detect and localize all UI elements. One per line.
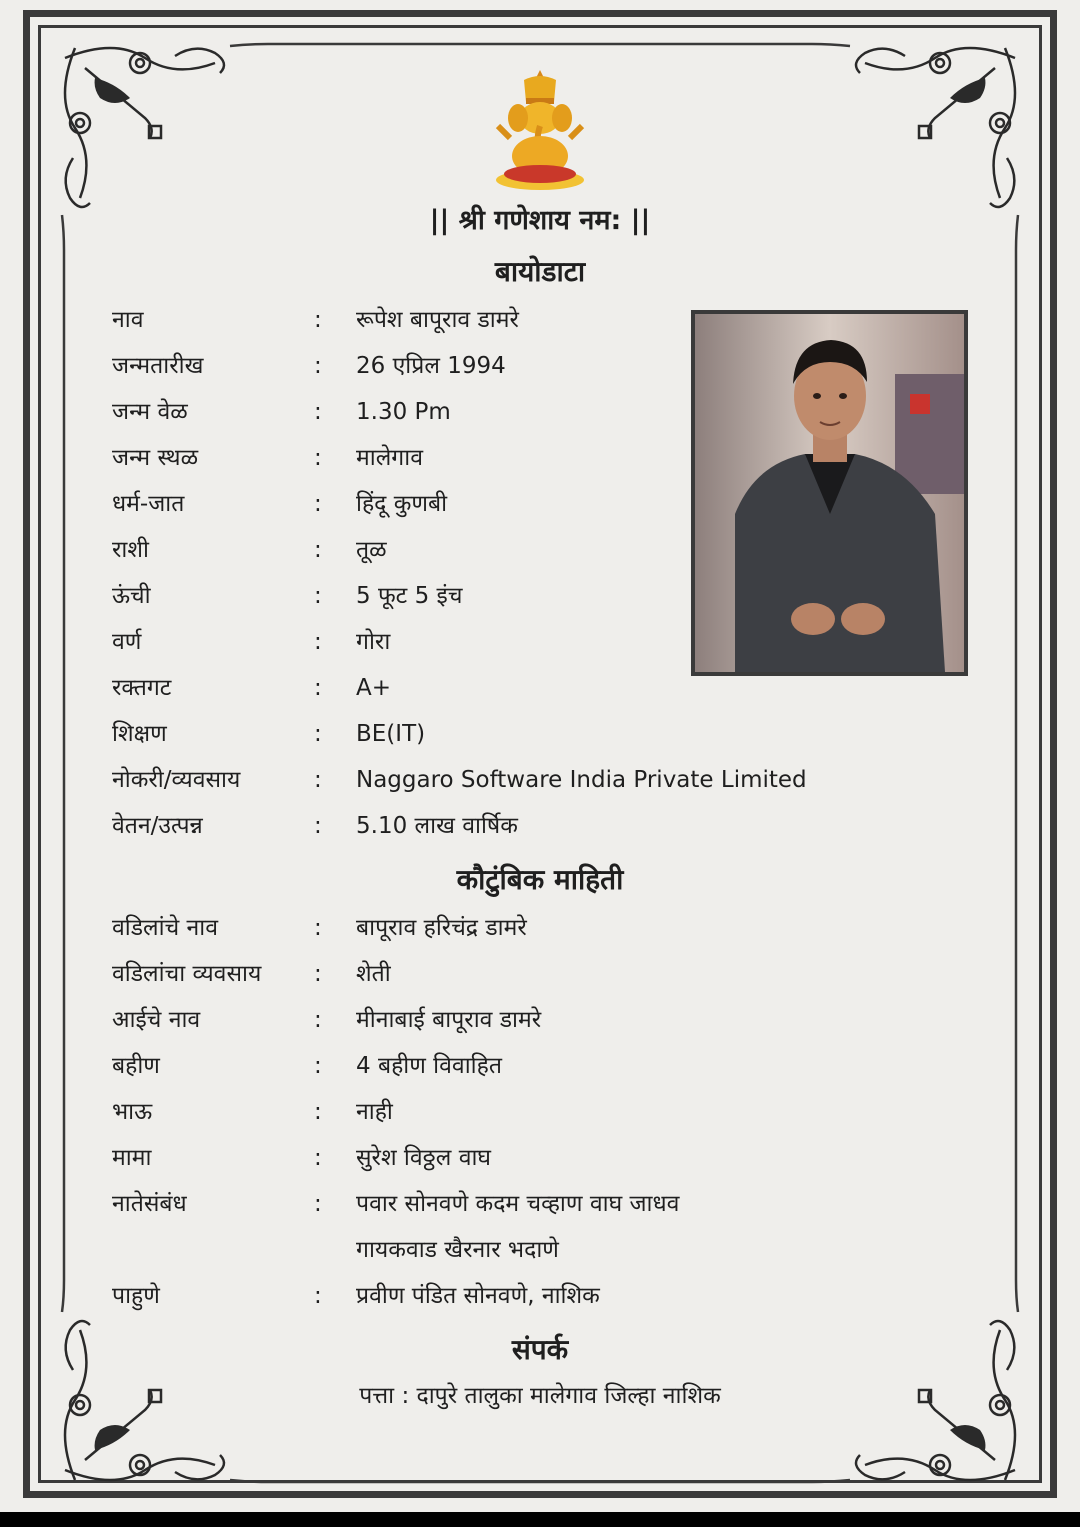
- detail-label: वडिलांचे नाव: [112, 915, 219, 941]
- detail-label: वेतन/उत्पन्न: [112, 813, 203, 839]
- separator-colon: :: [314, 1053, 322, 1079]
- detail-value: तूळ: [356, 537, 387, 563]
- separator-colon: :: [314, 491, 322, 517]
- detail-value: मालेगाव: [356, 445, 423, 471]
- separator-colon: :: [314, 1007, 322, 1033]
- profile-photo: [691, 310, 968, 676]
- separator-colon: :: [314, 1099, 322, 1125]
- detail-value: रूपेश बापूराव डामरे: [356, 307, 519, 333]
- detail-label: रक्तगट: [112, 675, 172, 701]
- detail-value: शेती: [356, 961, 391, 987]
- detail-label: ऊंची: [112, 583, 151, 609]
- detail-value: हिंदू कुणबी: [356, 491, 448, 517]
- detail-label: भाऊ: [112, 1099, 153, 1125]
- separator-colon: :: [314, 583, 322, 609]
- detail-label: वर्ण: [112, 629, 142, 655]
- detail-value: पवार सोनवणे कदम चव्हाण वाघ जाधव: [356, 1191, 680, 1217]
- separator-colon: :: [314, 961, 322, 987]
- separator-colon: :: [314, 445, 322, 471]
- separator-colon: :: [314, 629, 322, 655]
- separator-colon: :: [314, 675, 322, 701]
- contact-address: पत्ता : दापुरे तालुका मालेगाव जिल्हा नाशिक: [359, 1383, 721, 1409]
- separator-colon: :: [314, 1191, 322, 1217]
- detail-value: Naggaro Software India Private Limited: [356, 767, 807, 793]
- separator-colon: :: [314, 537, 322, 563]
- detail-label: वडिलांचा व्यवसाय: [112, 961, 262, 987]
- ganesha-icon: [488, 68, 592, 192]
- detail-label: राशी: [112, 537, 149, 563]
- detail-value: सुरेश विठ्ठल वाघ: [356, 1145, 492, 1171]
- detail-value: 1.30 Pm: [356, 399, 451, 425]
- detail-label: आईचे नाव: [112, 1007, 201, 1033]
- detail-value: A+: [356, 675, 392, 701]
- detail-label: नोकरी/व्यवसाय: [112, 767, 241, 793]
- detail-label: जन्मतारीख: [112, 353, 204, 379]
- detail-value: बापूराव हरिचंद्र डामरे: [356, 915, 527, 941]
- separator-colon: :: [314, 399, 322, 425]
- separator-colon: :: [314, 353, 322, 379]
- detail-value: 5 फूट 5 इंच: [356, 583, 463, 609]
- biodata-heading: बायोडाटा: [494, 255, 586, 288]
- detail-value: BE(IT): [356, 721, 426, 747]
- detail-value: 26 एप्रिल 1994: [356, 353, 506, 379]
- separator-colon: :: [314, 1283, 322, 1309]
- separator-colon: :: [314, 307, 322, 333]
- detail-label: जन्म स्थळ: [112, 445, 199, 471]
- detail-value: गायकवाड खैरनार भदाणे: [356, 1237, 559, 1263]
- separator-colon: :: [314, 767, 322, 793]
- detail-label: धर्म-जात: [112, 491, 185, 517]
- detail-value: प्रवीण पंडित सोनवणे, नाशिक: [356, 1283, 600, 1309]
- detail-label: नाव: [112, 307, 144, 333]
- detail-label: जन्म वेळ: [112, 399, 188, 425]
- detail-label: शिक्षण: [112, 721, 167, 747]
- separator-colon: :: [314, 721, 322, 747]
- separator-colon: :: [314, 813, 322, 839]
- detail-label: मामा: [112, 1145, 152, 1171]
- shloka-title: || श्री गणेशाय नम: ||: [429, 205, 651, 236]
- separator-colon: :: [314, 1145, 322, 1171]
- detail-value: 5.10 लाख वार्षिक: [356, 813, 518, 839]
- detail-value: गोरा: [356, 629, 391, 655]
- detail-value: 4 बहीण विवाहित: [356, 1053, 502, 1079]
- separator-colon: :: [314, 915, 322, 941]
- detail-label: पाहुणे: [112, 1283, 160, 1309]
- detail-value: नाही: [356, 1099, 393, 1125]
- detail-label: नातेसंबंध: [112, 1191, 187, 1217]
- detail-value: मीनाबाई बापूराव डामरे: [356, 1007, 542, 1033]
- contact-heading: संपर्क: [511, 1333, 569, 1366]
- detail-label: बहीण: [112, 1053, 160, 1079]
- family-heading: कौटुंबिक माहिती: [456, 863, 624, 896]
